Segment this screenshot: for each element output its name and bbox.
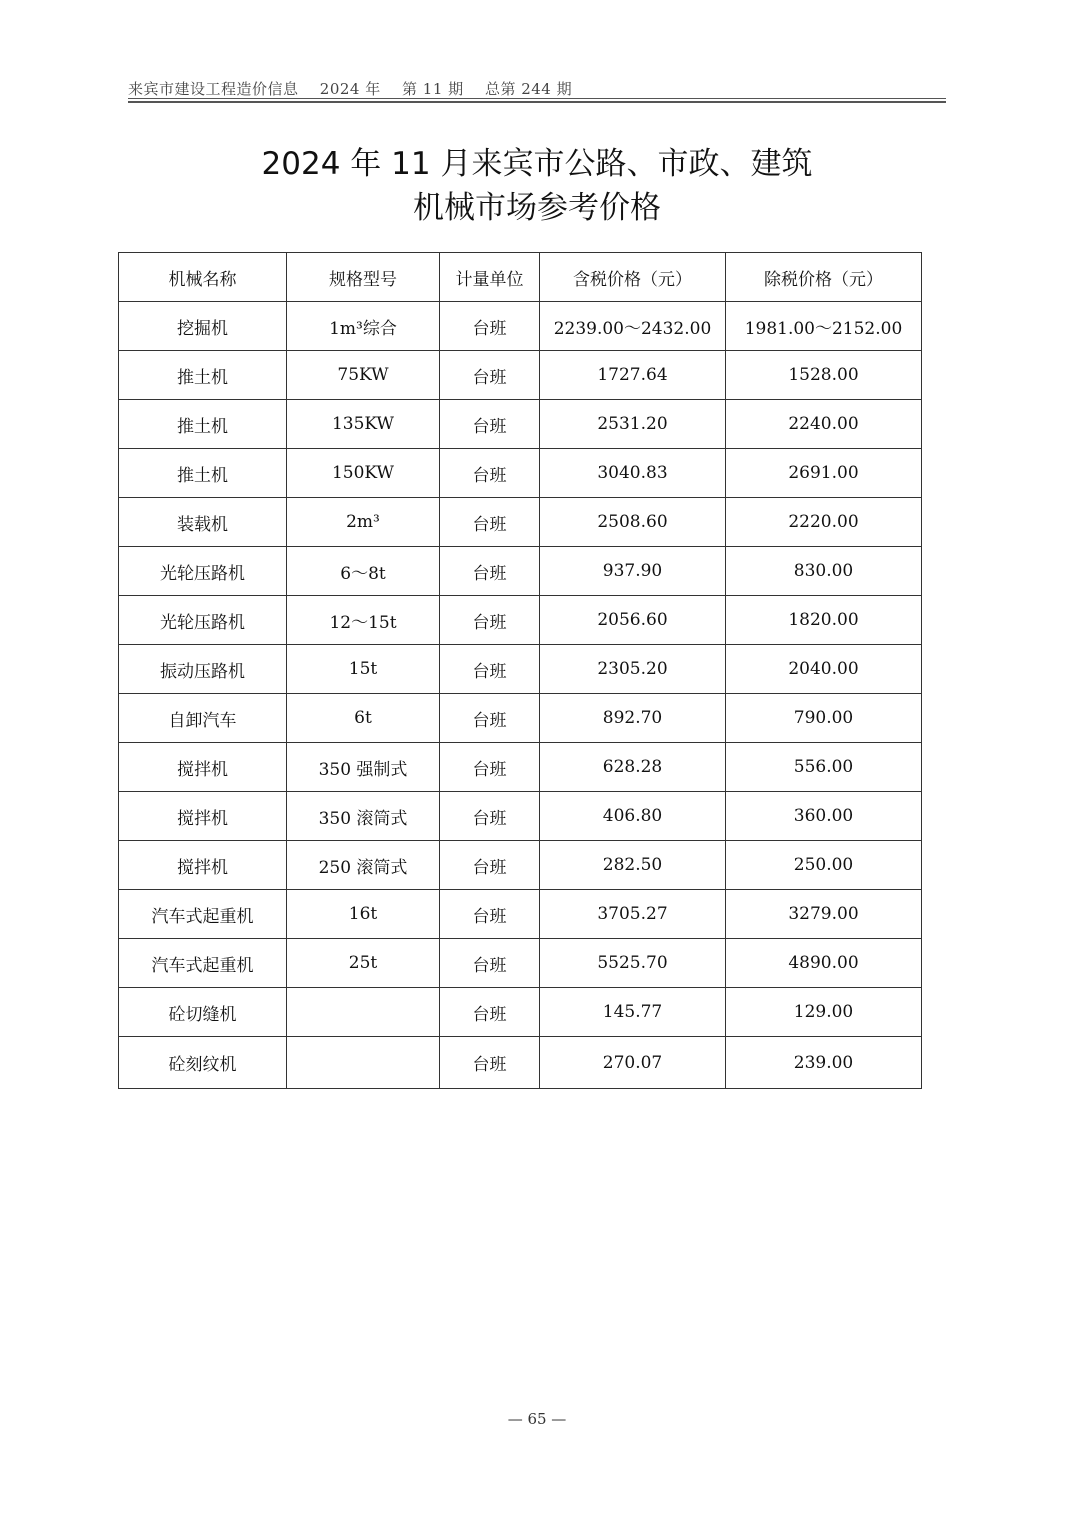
cell-machine-name: 汽车式起重机 [119,939,287,988]
column-header-unit: 计量单位 [440,253,540,302]
table-row [119,400,922,449]
cell-unit: 台班 [440,792,540,841]
table-row [119,596,922,645]
cell-unit: 台班 [440,302,540,351]
cell-unit: 台班 [440,841,540,890]
cell-price-without-tax: 830.00 [726,547,922,596]
cell-price-without-tax: 2220.00 [726,498,922,547]
cell-unit: 台班 [440,498,540,547]
column-header-price-without-tax: 除税价格（元） [726,253,922,302]
cell-machine-name: 砼切缝机 [119,988,287,1037]
table-row [119,449,922,498]
cell-specification [287,1037,440,1089]
cell-specification: 12～15t [287,596,440,645]
column-header-specification: 规格型号 [287,253,440,302]
cell-price-without-tax: 2040.00 [726,645,922,694]
cell-price-with-tax: 2531.20 [540,400,726,449]
column-header-machine-name: 机械名称 [119,253,287,302]
issue-number: 第 11 期 [402,80,464,98]
cell-price-without-tax: 2240.00 [726,400,922,449]
table-row [119,890,922,939]
cell-specification: 15t [287,645,440,694]
cell-machine-name: 装载机 [119,498,287,547]
table-row [119,302,922,351]
table-row [119,792,922,841]
cell-machine-name: 振动压路机 [119,645,287,694]
table-header-row [119,253,922,302]
publication-year: 2024 年 [319,80,381,98]
cell-unit: 台班 [440,988,540,1037]
total-issue-number: 总第 244 期 [484,80,573,98]
cell-machine-name: 光轮压路机 [119,596,287,645]
cell-price-with-tax: 2056.60 [540,596,726,645]
cell-unit: 台班 [440,351,540,400]
cell-machine-name: 光轮压路机 [119,547,287,596]
cell-unit: 台班 [440,645,540,694]
cell-price-without-tax: 360.00 [726,792,922,841]
cell-price-without-tax: 4890.00 [726,939,922,988]
cell-specification: 16t [287,890,440,939]
cell-price-without-tax: 790.00 [726,694,922,743]
cell-machine-name: 搅拌机 [119,792,287,841]
cell-price-with-tax: 5525.70 [540,939,726,988]
table-row [119,841,922,890]
title-line-2: 机械市场参考价格 [413,190,661,226]
cell-price-with-tax: 2305.20 [540,645,726,694]
table-row [119,1037,922,1089]
cell-price-with-tax: 2508.60 [540,498,726,547]
cell-specification: 75KW [287,351,440,400]
cell-specification: 6t [287,694,440,743]
table-row [119,743,922,792]
cell-price-with-tax: 3040.83 [540,449,726,498]
cell-price-with-tax: 892.70 [540,694,726,743]
cell-unit: 台班 [440,694,540,743]
table-row [119,694,922,743]
cell-price-without-tax: 250.00 [726,841,922,890]
cell-unit: 台班 [440,400,540,449]
cell-machine-name: 推土机 [119,449,287,498]
cell-specification [287,988,440,1037]
cell-price-with-tax: 2239.00～2432.00 [540,302,726,351]
cell-unit: 台班 [440,890,540,939]
running-header [128,78,588,99]
cell-machine-name: 推土机 [119,351,287,400]
title-line-1: 2024 年 11 月来宾市公路、市政、建筑 [261,146,813,182]
cell-price-without-tax: 129.00 [726,988,922,1037]
cell-price-with-tax: 282.50 [540,841,726,890]
cell-specification: 250 滚筒式 [287,841,440,890]
cell-price-with-tax: 145.77 [540,988,726,1037]
header-rule-thick [128,101,946,103]
header-rule [128,98,946,99]
page-number: — 65 — [507,1410,567,1428]
cell-specification: 6～8t [287,547,440,596]
cell-price-without-tax: 239.00 [726,1037,922,1089]
cell-machine-name: 挖掘机 [119,302,287,351]
cell-unit: 台班 [440,1037,540,1089]
cell-unit: 台班 [440,596,540,645]
cell-price-without-tax: 1820.00 [726,596,922,645]
cell-machine-name: 推土机 [119,400,287,449]
publication-name: 来宾市建设工程造价信息 [128,80,299,98]
cell-price-with-tax: 406.80 [540,792,726,841]
table-row [119,988,922,1037]
cell-specification: 1m³综合 [287,302,440,351]
cell-price-without-tax: 1981.00～2152.00 [726,302,922,351]
cell-price-with-tax: 270.07 [540,1037,726,1089]
document-title [0,142,1074,230]
cell-machine-name: 汽车式起重机 [119,890,287,939]
cell-unit: 台班 [440,939,540,988]
cell-price-without-tax: 1528.00 [726,351,922,400]
cell-specification: 2m³ [287,498,440,547]
table-row [119,939,922,988]
table-row [119,351,922,400]
cell-price-without-tax: 2691.00 [726,449,922,498]
column-header-price-with-tax: 含税价格（元） [540,253,726,302]
cell-machine-name: 自卸汽车 [119,694,287,743]
table-row [119,547,922,596]
cell-specification: 25t [287,939,440,988]
cell-price-with-tax: 1727.64 [540,351,726,400]
cell-machine-name: 搅拌机 [119,841,287,890]
cell-unit: 台班 [440,547,540,596]
cell-specification: 135KW [287,400,440,449]
cell-price-without-tax: 556.00 [726,743,922,792]
cell-machine-name: 砼刻纹机 [119,1037,287,1089]
table-row [119,645,922,694]
cell-specification: 350 滚筒式 [287,792,440,841]
cell-price-without-tax: 3279.00 [726,890,922,939]
table-row [119,498,922,547]
cell-machine-name: 搅拌机 [119,743,287,792]
cell-price-with-tax: 3705.27 [540,890,726,939]
cell-price-with-tax: 937.90 [540,547,726,596]
cell-specification: 350 强制式 [287,743,440,792]
machinery-price-table [118,252,922,1089]
cell-unit: 台班 [440,743,540,792]
cell-specification: 150KW [287,449,440,498]
cell-unit: 台班 [440,449,540,498]
cell-price-with-tax: 628.28 [540,743,726,792]
